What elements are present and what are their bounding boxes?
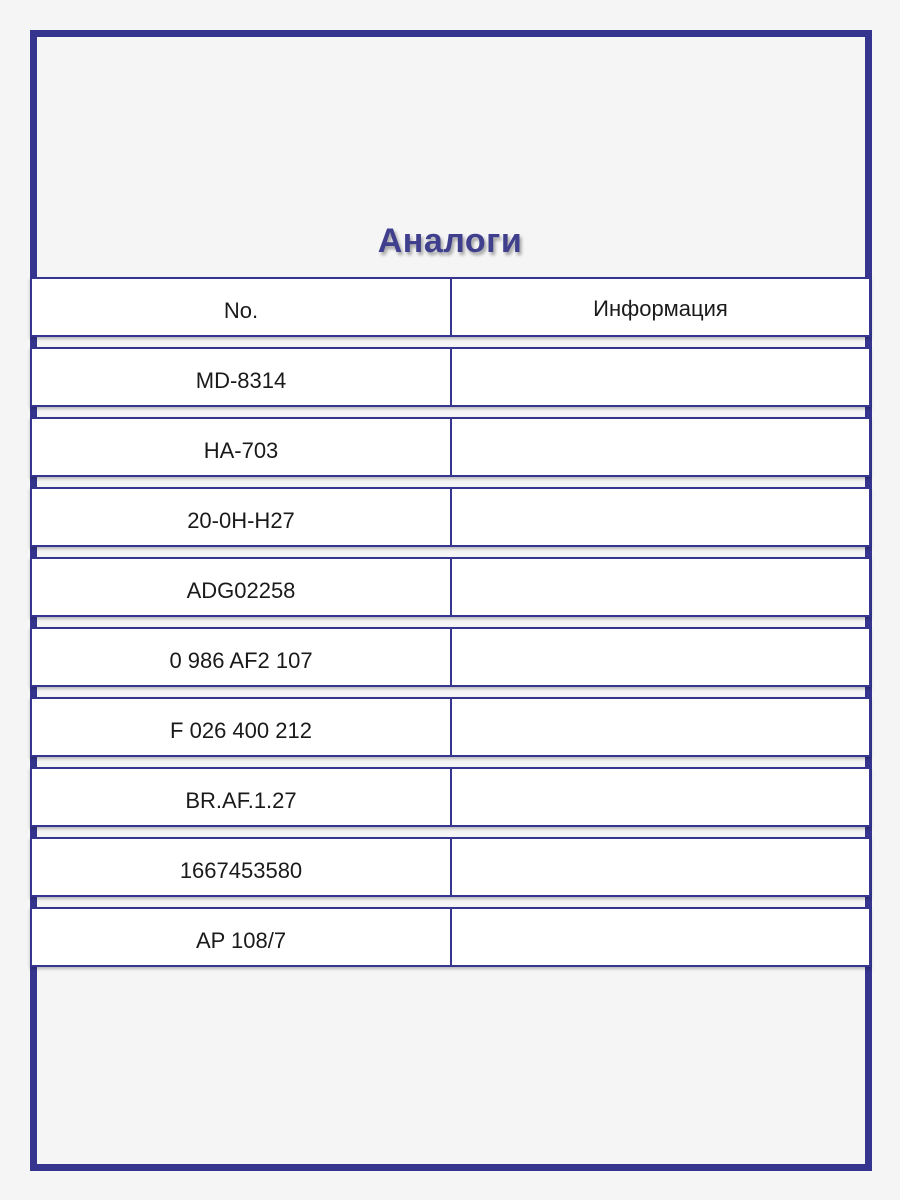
row-info <box>452 629 869 685</box>
row-number: F 026 400 212 <box>170 718 312 743</box>
row-info <box>452 489 869 545</box>
table-row <box>30 417 871 477</box>
header-number: No. <box>223 298 259 323</box>
row-number: 20-0H-H27 <box>187 508 295 533</box>
table-row <box>30 907 871 967</box>
row-number: HA-703 <box>203 438 279 463</box>
row-number: BR.AF.1.27 <box>185 788 297 813</box>
table-row <box>30 557 871 617</box>
row-info <box>452 909 869 965</box>
table-row <box>30 837 871 897</box>
table-row <box>30 767 871 827</box>
table-row <box>30 487 871 547</box>
table-row <box>30 697 871 757</box>
row-info <box>452 699 869 755</box>
row-info <box>452 769 869 825</box>
row-number: ADG02258 <box>186 578 296 603</box>
table-header-row <box>30 277 871 337</box>
row-number: 0 986 AF2 107 <box>169 648 313 673</box>
row-number: AP 108/7 <box>195 928 287 953</box>
row-number: MD-8314 <box>195 368 287 393</box>
page-title: Аналоги <box>377 222 523 260</box>
table-row <box>30 347 871 407</box>
row-number: 1667453580 <box>179 858 303 883</box>
row-info <box>452 839 869 895</box>
header-info: Информация <box>593 296 728 321</box>
row-info <box>452 559 869 615</box>
row-info <box>452 349 869 405</box>
table-row <box>30 627 871 687</box>
row-info <box>452 419 869 475</box>
